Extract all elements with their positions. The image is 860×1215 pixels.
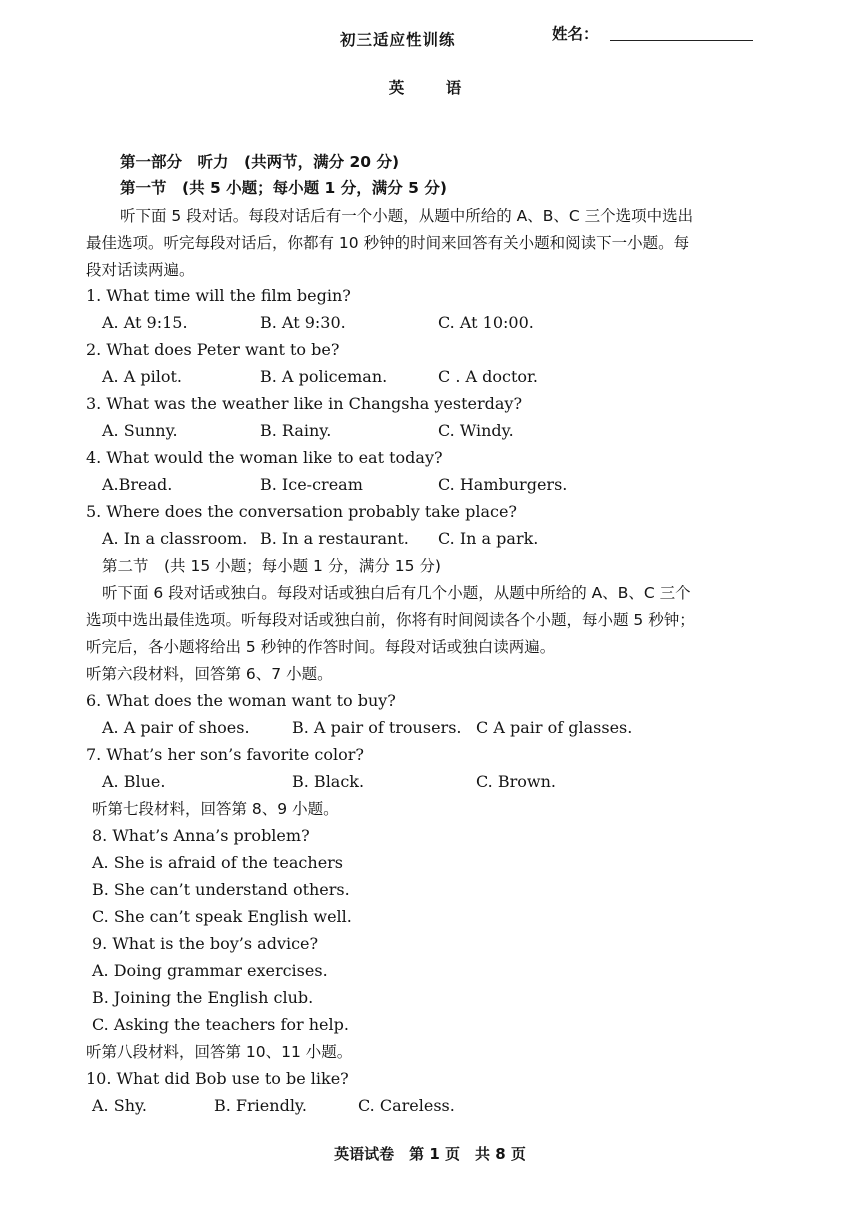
question-8-stem: 8. What’s Anna’s problem? [92,826,310,845]
q8-option-c[interactable]: C. She can’t speak English well. [92,907,352,926]
q4-option-b[interactable]: B. Ice-cream [260,475,363,494]
question-5-stem: 5. Where does the conversation probably take place? [86,502,517,521]
q3-option-a[interactable]: A. Sunny. [102,421,178,440]
q8-option-b[interactable]: B. She can’t understand others. [92,880,350,899]
name-blank-line[interactable] [610,40,753,41]
q4-option-c[interactable]: C. Hamburgers. [438,475,568,494]
section2-instruction-line: 选项中选出最佳选项。听每段对话或独白前，你将有时间阅读各个小题，每小题 5 秒钟； [86,611,695,629]
q5-option-a[interactable]: A. In a classroom. [102,529,248,548]
q6-option-b[interactable]: B. A pair of trousers. [292,718,462,737]
q1-option-b[interactable]: B. At 9:30. [260,313,346,332]
q6-option-c[interactable]: C A pair of glasses. [476,718,633,737]
page-footer: 英语试卷 第 1 页 共 8 页 [334,1145,526,1163]
section1-instruction-line: 最佳选项。听完每段对话后，你都有 10 秒钟的时间来回答有关小题和阅读下一小题。每 [86,234,690,252]
subject-title: 英 语 [388,79,480,97]
q2-option-c[interactable]: C . A doctor. [438,367,539,386]
material-8-note: 听第八段材料，回答第 10、11 小题。 [86,1043,353,1061]
name-label: 姓名： [552,25,599,43]
question-9-stem: 9. What is the boy’s advice? [92,934,319,953]
q9-option-a[interactable]: A. Doing grammar exercises. [92,961,328,980]
q2-option-b[interactable]: B. A policeman. [260,367,388,386]
section2-heading: 第二节 (共 15 小题；每小题 1 分，满分 15 分) [102,557,441,575]
q9-option-b[interactable]: B. Joining the English club. [92,988,314,1007]
question-7-stem: 7. What’s her son’s favorite color? [86,745,364,764]
q10-option-b[interactable]: B. Friendly. [214,1096,307,1115]
question-3-stem: 3. What was the weather like in Changsha yesterday? [86,394,523,413]
q5-option-c[interactable]: C. In a park. [438,529,539,548]
question-6-stem: 6. What does the woman want to buy? [86,691,396,710]
q8-option-a[interactable]: A. She is afraid of the teachers [92,853,344,872]
q7-option-c[interactable]: C. Brown. [476,772,556,791]
question-10-stem: 10. What did Bob use to be like? [86,1069,349,1088]
q10-option-a[interactable]: A. Shy. [92,1096,147,1115]
q7-option-b[interactable]: B. Black. [292,772,365,791]
part1-heading: 第一部分 听力 (共两节，满分 20 分) [120,153,400,171]
q4-option-a[interactable]: A.Bread. [102,475,173,494]
question-2-stem: 2. What does Peter want to be? [86,340,340,359]
section1-heading: 第一节 (共 5 小题；每小题 1 分，满分 5 分) [120,179,447,197]
exam-title: 初三适应性训练 [340,31,456,49]
q1-option-a[interactable]: A. At 9:15. [102,313,188,332]
question-1-stem: 1. What time will the film begin? [86,286,351,305]
q7-option-a[interactable]: A. Blue. [102,772,166,791]
material-6-note: 听第六段材料，回答第 6、7 小题。 [86,665,333,683]
q5-option-b[interactable]: B. In a restaurant. [260,529,409,548]
q2-option-a[interactable]: A. A pilot. [102,367,182,386]
question-4-stem: 4. What would the woman like to eat today? [86,448,443,467]
material-7-note: 听第七段材料，回答第 8、9 小题。 [92,800,339,818]
section1-instruction-line: 段对话读两遍。 [86,261,195,279]
q9-option-c[interactable]: C. Asking the teachers for help. [92,1015,349,1034]
section1-instruction-line: 听下面 5 段对话。每段对话后有一个小题，从题中所给的 A、B、C 三个选项中选出 [120,207,694,225]
section2-instruction-line: 听完后，各小题将给出 5 秒钟的作答时间。每段对话或独白读两遍。 [86,638,556,656]
q3-option-b[interactable]: B. Rainy. [260,421,332,440]
q1-option-c[interactable]: C. At 10:00. [438,313,534,332]
q10-option-c[interactable]: C. Careless. [358,1096,455,1115]
q6-option-a[interactable]: A. A pair of shoes. [102,718,250,737]
section2-instruction-line: 听下面 6 段对话或独白。每段对话或独白后有几个小题，从题中所给的 A、B、C 三个 [102,584,691,602]
page-header [0,25,860,68]
q3-option-c[interactable]: C. Windy. [438,421,514,440]
